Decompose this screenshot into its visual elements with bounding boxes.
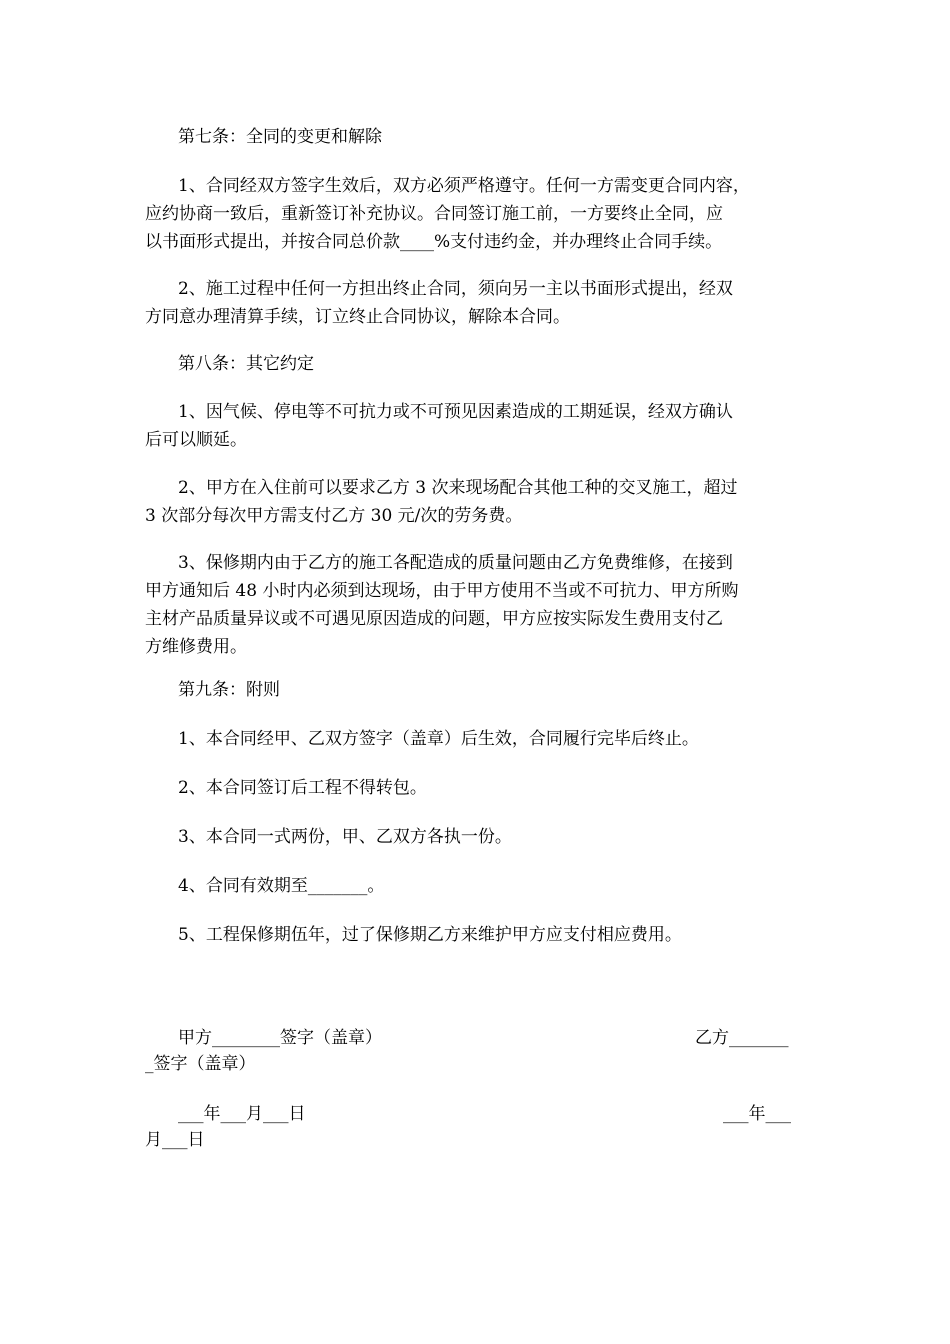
party-b-signature-line2: _签字（盖章） [145,1054,256,1074]
party-a-date: ___年___月___日 [178,1104,306,1124]
article-8-p2-line2: 3 次部分每次甲方需支付乙方 30 元/次的劳务费。 [145,506,523,526]
article-8-p3-line2: 甲方通知后 48 小时内必须到达现场，由于甲方使用不当或不可抗力、甲方所购 [145,581,739,601]
article-7-p2-line1: 2、施工过程中任何一方担出终止合同，须向另一主以书面形式提出，经双 [178,279,733,299]
party-b-signature-line1: 乙方_______ [695,1028,789,1048]
article-9-item-1: 1、本合同经甲、乙双方签字（盖章）后生效，合同履行完毕后终止。 [178,729,699,749]
article-9-item-5: 5、工程保修期伍年，过了保修期乙方来维护甲方应支付相应费用。 [178,925,682,945]
article-8-p1-line2: 后可以顺延。 [145,430,247,450]
party-b-date-line1: ___年___ [723,1104,791,1124]
article-7-p2-line2: 方同意办理清算手续，订立终止合同协议，解除本合同。 [145,307,570,327]
party-a-signature: 甲方________签字（盖章） [178,1028,382,1048]
article-9-item-2: 2、本合同签订后工程不得转包。 [178,778,427,798]
party-b-date-line2: 月___日 [145,1130,205,1150]
article-7-p1-line3: 以书面形式提出，并按合同总价款____%支付违约金，并办理终止合同手续。 [145,232,723,252]
article-7-p1-line1: 1、合同经双方签字生效后，双方必须严格遵守。任何一方需变更合同内容， [178,176,750,196]
article-8-heading: 第八条：其它约定 [178,354,314,374]
article-8-p3-line4: 方维修费用。 [145,637,247,657]
article-8-p3-line1: 3、保修期内由于乙方的施工各配造成的质量问题由乙方免费维修，在接到 [178,553,733,573]
article-9-heading: 第九条：附则 [178,680,280,700]
article-7-p1-line2: 应约协商一致后，重新签订补充协议。合同签订施工前，一方要终止全同，应 [145,204,723,224]
article-8-p1-line1: 1、因气候、停电等不可抗力或不可预见因素造成的工期延误，经双方确认 [178,402,733,422]
article-8-p2-line1: 2、甲方在入住前可以要求乙方 3 次来现场配合其他工种的交叉施工，超过 [178,478,738,498]
article-9-item-3: 3、本合同一式两份，甲、乙双方各执一份。 [178,827,512,847]
article-9-item-4: 4、合同有效期至_______。 [178,876,385,896]
article-8-p3-line3: 主材产品质量异议或不可遇见原因造成的问题，甲方应按实际发生费用支付乙 [145,609,723,629]
article-7-heading: 第七条：全同的变更和解除 [178,127,382,147]
